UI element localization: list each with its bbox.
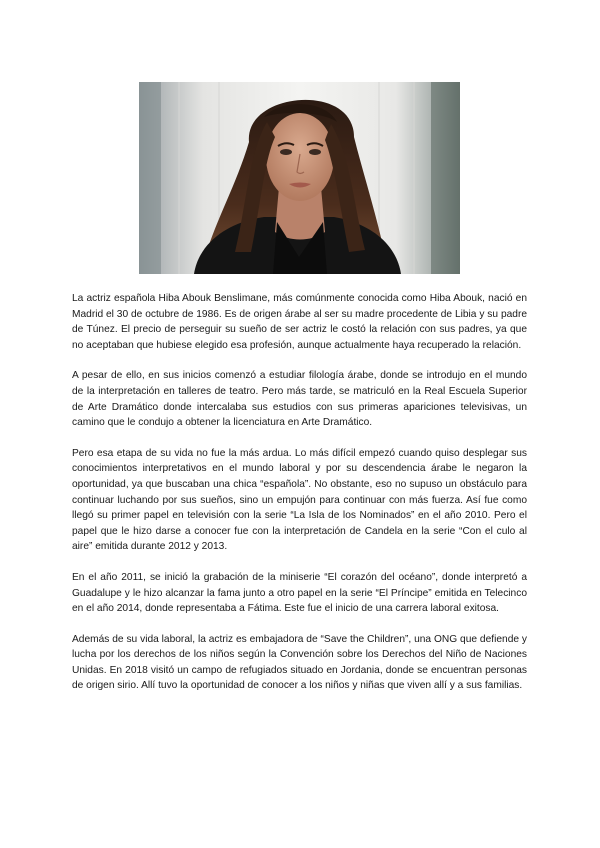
portrait-photo <box>139 82 460 274</box>
paragraph-5: Además de su vida laboral, la actriz es embajadora de “Save the Children”, una ONG que defiende y lucha por los derechos de los niños según la Convención sobre los Derechos del Niño de Naciones Unidas. En 2018 visitó un campo de refugiados situado en Jordania, donde se encuentran personas de origen sirio. Allí tuvo la oportunidad de conocer a los niños y niñas que viven allí y a sus familias. <box>72 633 527 692</box>
paragraph-2: A pesar de ello, en sus inicios comenzó a estudiar filología árabe, donde se introdujo en el mundo de la interpretación en talleres de teatro. Pero más tarde, se matriculó en la Real Escuela Superior de Arte Dramático donde intercalaba sus estudios con sus primeras apariciones televisivas, un camino que le condujo a obtener la licenciatura en Arte Dramático. <box>72 370 527 429</box>
portrait-photo-graphic <box>139 82 460 274</box>
paragraph-1: La actriz española Hiba Abouk Benslimane, más comúnmente conocida como Hiba Abouk, nació en Madrid el 30 de octubre de 1986. Es de origen árabe al ser su madre procedente de Libia y su padre de Túnez. El precio de perseguir su sueño de ser actriz le costó la relación con sus padres, ya que no aceptaban que hubiese elegido esa profesión, aunque actualmente haya recuperado la relación. <box>72 293 527 351</box>
article-body <box>72 291 527 709</box>
paragraph-3: Pero esa etapa de su vida no fue la más ardua. Lo más difícil empezó cuando quiso desplegar sus conocimientos interpretativos en el mundo laboral y por su descendencia árabe le negaron la oportunidad, ya que buscaban una chica “española”. No obstante, eso no supuso un obstáculo para continuar luchando por sus sueños, sino un empujón para continuar con más fuerza. Así fue como llegó su primer papel en televisión con la serie “La Isla de los Nominados” en el año 2010. Pero el papel que le hizo darse a conocer fue con la interpretación de Candela en la serie “Con el culo al aire” emitida durante 2012 y 2013. <box>72 447 527 553</box>
paragraph-4: En el año 2011, se inició la grabación de la miniserie “El corazón del océano”, donde interpretó a Guadalupe y le hizo alcanzar la fama junto a otro papel en la serie “El Príncipe” emitida en Telecinco en el año 2014, donde representaba a Fátima. Este fue el inicio de una carrera laboral exitosa. <box>72 571 527 615</box>
